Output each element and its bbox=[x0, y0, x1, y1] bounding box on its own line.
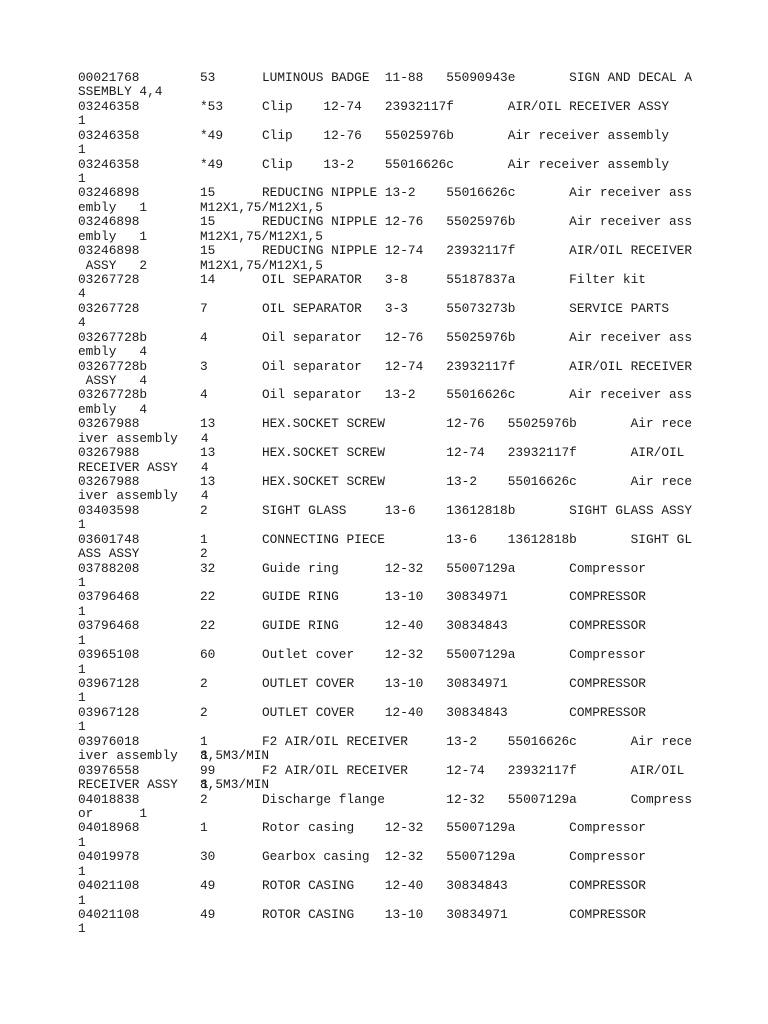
line-column-0: 1 bbox=[78, 892, 86, 908]
line-column-0: 1 bbox=[78, 142, 86, 158]
line-column-2: OUTLET COVER 13-10 30834971 COMPRESSOR bbox=[262, 676, 646, 692]
text-line bbox=[78, 835, 768, 850]
line-column-1: 22 bbox=[200, 589, 216, 605]
text-line bbox=[78, 604, 768, 619]
line-column-0: 03403598 bbox=[78, 502, 140, 518]
text-line bbox=[78, 546, 768, 561]
line-column-2: Clip 12-76 55025976b Air receiver assembly bbox=[262, 127, 670, 143]
line-column-1: 8,5M3/MIN bbox=[200, 777, 270, 793]
text-line bbox=[78, 878, 768, 893]
line-column-2: LUMINOUS BADGE 11-88 55090943e SIGN AND DECAL A bbox=[262, 70, 693, 85]
line-column-2: REDUCING NIPPLE 12-74 23932117f AIR/OIL RECEIVER bbox=[262, 243, 693, 259]
text-line bbox=[78, 633, 768, 648]
line-column-0: embly 1 bbox=[78, 228, 148, 244]
line-column-0: 1 bbox=[78, 661, 86, 677]
line-column-2: OIL SEPARATOR 3-3 55073273b SERVICE PARTS bbox=[262, 300, 670, 316]
text-line bbox=[78, 344, 768, 359]
text-line bbox=[78, 561, 768, 576]
line-column-0: 1 bbox=[78, 171, 86, 186]
text-line bbox=[78, 719, 768, 734]
line-column-0: SSEMBLY 4,4 bbox=[78, 84, 163, 100]
line-column-1: 15 bbox=[200, 214, 216, 230]
line-column-2: Gearbox casing 12-32 55007129a Compressor bbox=[262, 849, 646, 865]
line-column-1: 22 bbox=[200, 618, 216, 634]
line-column-2: Outlet cover 12-32 55007129a Compressor bbox=[262, 647, 646, 663]
line-column-2: OUTLET COVER 12-40 30834843 COMPRESSOR bbox=[262, 704, 646, 720]
line-column-0: 03246898 bbox=[78, 185, 140, 201]
text-line bbox=[78, 460, 768, 475]
line-column-2: Rotor casing 12-32 55007129a Compressor bbox=[262, 820, 646, 836]
text-line bbox=[78, 806, 768, 821]
text-line bbox=[78, 690, 768, 705]
line-column-1: *49 bbox=[200, 127, 224, 143]
text-line bbox=[78, 849, 768, 864]
line-column-0: RECEIVER ASSY 1 bbox=[78, 777, 209, 793]
line-column-0: 03796468 bbox=[78, 589, 140, 605]
line-column-0: 1 bbox=[78, 632, 86, 648]
line-column-1: 1 bbox=[200, 820, 208, 836]
line-column-1: 8,5M3/MIN bbox=[200, 748, 270, 764]
line-column-0: embly 4 bbox=[78, 344, 148, 360]
line-column-2: Guide ring 12-32 55007129a Compressor bbox=[262, 560, 646, 576]
text-line bbox=[78, 907, 768, 922]
line-column-2: F2 AIR/OIL RECEIVER 12-74 23932117f AIR/OIL bbox=[262, 762, 685, 778]
line-column-0: ASS ASSY bbox=[78, 546, 140, 562]
line-column-0: 4 bbox=[78, 315, 86, 331]
parts-list-document bbox=[0, 70, 768, 1024]
text-line bbox=[78, 301, 768, 316]
text-line bbox=[78, 734, 768, 749]
text-line bbox=[78, 676, 768, 691]
text-line bbox=[78, 171, 768, 186]
line-column-0: embly 4 bbox=[78, 401, 148, 417]
line-column-0: 04018838 bbox=[78, 791, 140, 807]
line-column-1: M12X1,75/M12X1,5 bbox=[200, 199, 323, 215]
line-column-0: embly 1 bbox=[78, 199, 148, 215]
text-line bbox=[78, 792, 768, 807]
line-column-0: 03967128 bbox=[78, 676, 140, 692]
text-line bbox=[78, 315, 768, 330]
line-column-0: 03976558 bbox=[78, 762, 140, 778]
line-column-1: 2 bbox=[200, 546, 208, 562]
line-column-0: 04021108 bbox=[78, 878, 140, 894]
line-column-1: *49 bbox=[200, 156, 224, 172]
line-column-1: 3 bbox=[200, 358, 208, 374]
text-line bbox=[78, 243, 768, 258]
line-column-2: GUIDE RING 13-10 30834971 COMPRESSOR bbox=[262, 589, 646, 605]
line-column-0: 04019978 bbox=[78, 849, 140, 865]
text-line bbox=[78, 416, 768, 431]
line-column-0: 03246898 bbox=[78, 243, 140, 259]
line-column-0: iver assembly 4 bbox=[78, 430, 209, 446]
line-column-1: 49 bbox=[200, 906, 216, 922]
line-column-1: 14 bbox=[200, 272, 216, 288]
text-line bbox=[78, 445, 768, 460]
line-column-2: Oil separator 12-76 55025976b Air receiver ass bbox=[262, 329, 693, 345]
text-line bbox=[78, 488, 768, 503]
line-column-0: ASSY 4 bbox=[78, 373, 148, 389]
text-line bbox=[78, 618, 768, 633]
line-column-0: iver assembly 1 bbox=[78, 748, 209, 764]
line-column-0: 03796468 bbox=[78, 618, 140, 634]
line-column-1: 1 bbox=[200, 733, 208, 749]
line-column-1: 2 bbox=[200, 791, 208, 807]
line-column-2: Oil separator 12-74 23932117f AIR/OIL RECEIVER bbox=[262, 358, 693, 374]
text-line bbox=[78, 763, 768, 778]
text-line bbox=[78, 373, 768, 388]
line-column-0: 03965108 bbox=[78, 647, 140, 663]
line-column-2: ROTOR CASING 12-40 30834843 COMPRESSOR bbox=[262, 878, 646, 894]
line-column-0: 4 bbox=[78, 286, 86, 302]
text-line bbox=[78, 286, 768, 301]
line-column-0: 03246358 bbox=[78, 98, 140, 114]
line-column-0: 1 bbox=[78, 113, 86, 129]
text-line bbox=[78, 387, 768, 402]
line-column-0: 1 bbox=[78, 863, 86, 879]
text-line bbox=[78, 431, 768, 446]
line-column-2: CONNECTING PIECE 13-6 13612818b SIGHT GL bbox=[262, 531, 693, 547]
line-column-2: HEX.SOCKET SCREW 12-74 23932117f AIR/OIL bbox=[262, 445, 685, 461]
line-column-2: GUIDE RING 12-40 30834843 COMPRESSOR bbox=[262, 618, 646, 634]
line-column-0: 04021108 bbox=[78, 906, 140, 922]
text-line bbox=[78, 142, 768, 157]
line-column-0: 03601748 bbox=[78, 531, 140, 547]
line-column-1: 53 bbox=[200, 70, 216, 85]
line-column-2: HEX.SOCKET SCREW 12-76 55025976b Air rece bbox=[262, 416, 693, 432]
line-column-2: Oil separator 13-2 55016626c Air receiver ass bbox=[262, 387, 693, 403]
text-line bbox=[78, 517, 768, 532]
line-column-1: 49 bbox=[200, 878, 216, 894]
text-line bbox=[78, 474, 768, 489]
line-column-0: 03267728b bbox=[78, 329, 148, 345]
text-line bbox=[78, 662, 768, 677]
line-column-1: 13 bbox=[200, 445, 216, 461]
text-line bbox=[78, 99, 768, 114]
line-column-1: 15 bbox=[200, 243, 216, 259]
text-line bbox=[78, 402, 768, 417]
line-column-0: 03267988 bbox=[78, 445, 140, 461]
text-line bbox=[78, 921, 768, 936]
line-column-0: 03976018 bbox=[78, 733, 140, 749]
text-line bbox=[78, 705, 768, 720]
line-column-2: ROTOR CASING 13-10 30834971 COMPRESSOR bbox=[262, 906, 646, 922]
text-line bbox=[78, 864, 768, 879]
text-line bbox=[78, 777, 768, 792]
line-column-1: 1 bbox=[200, 531, 208, 547]
line-column-1: 7 bbox=[200, 300, 208, 316]
line-column-0: 1 bbox=[78, 603, 86, 619]
line-column-1: M12X1,75/M12X1,5 bbox=[200, 228, 323, 244]
line-column-0: 1 bbox=[78, 690, 86, 706]
text-line bbox=[78, 589, 768, 604]
line-column-1: 2 bbox=[200, 502, 208, 518]
text-line bbox=[78, 113, 768, 128]
line-column-1: M12X1,75/M12X1,5 bbox=[200, 257, 323, 273]
line-column-0: 1 bbox=[78, 834, 86, 850]
text-line bbox=[78, 503, 768, 518]
line-column-0: 1 bbox=[78, 517, 86, 533]
line-column-0: 1 bbox=[78, 719, 86, 735]
text-line bbox=[78, 157, 768, 172]
line-column-0: 03246898 bbox=[78, 214, 140, 230]
line-column-0: 00021768 bbox=[78, 70, 140, 85]
line-column-1: 30 bbox=[200, 849, 216, 865]
line-column-2: HEX.SOCKET SCREW 13-2 55016626c Air rece bbox=[262, 474, 693, 490]
line-column-0: 03267728b bbox=[78, 358, 148, 374]
line-column-0: 03267728b bbox=[78, 387, 148, 403]
line-column-2: Clip 13-2 55016626c Air receiver assembly bbox=[262, 156, 670, 172]
line-column-2: REDUCING NIPPLE 13-2 55016626c Air receiver ass bbox=[262, 185, 693, 201]
line-column-0: or 1 bbox=[78, 805, 148, 821]
text-line bbox=[78, 258, 768, 273]
line-column-1: 32 bbox=[200, 560, 216, 576]
line-column-1: *53 bbox=[200, 98, 224, 114]
line-column-1: 4 bbox=[200, 329, 208, 345]
text-line bbox=[78, 84, 768, 99]
line-column-1: 60 bbox=[200, 647, 216, 663]
text-line bbox=[78, 214, 768, 229]
text-line bbox=[78, 128, 768, 143]
line-column-2: REDUCING NIPPLE 12-76 55025976b Air receiver ass bbox=[262, 214, 693, 230]
line-column-2: OIL SEPARATOR 3-8 55187837a Filter kit bbox=[262, 272, 646, 288]
line-column-0: 03246358 bbox=[78, 127, 140, 143]
text-line bbox=[78, 532, 768, 547]
text-line bbox=[78, 229, 768, 244]
line-column-0: 04018968 bbox=[78, 820, 140, 836]
text-line bbox=[78, 272, 768, 287]
line-column-1: 13 bbox=[200, 416, 216, 432]
line-column-0: 03267988 bbox=[78, 416, 140, 432]
line-column-1: 2 bbox=[200, 676, 208, 692]
line-column-0: 03267728 bbox=[78, 272, 140, 288]
text-line bbox=[78, 185, 768, 200]
line-column-0: 1 bbox=[78, 921, 86, 937]
text-line bbox=[78, 748, 768, 763]
line-column-0: ASSY 2 bbox=[78, 257, 148, 273]
line-column-0: 03788208 bbox=[78, 560, 140, 576]
text-line bbox=[78, 70, 768, 85]
line-column-1: 13 bbox=[200, 474, 216, 490]
text-line bbox=[78, 575, 768, 590]
text-line bbox=[78, 647, 768, 662]
line-column-2: Clip 12-74 23932117f AIR/OIL RECEIVER ASSY bbox=[262, 98, 670, 114]
line-column-2: F2 AIR/OIL RECEIVER 13-2 55016626c Air rece bbox=[262, 733, 693, 749]
text-line bbox=[78, 820, 768, 835]
line-column-0: 03267728 bbox=[78, 300, 140, 316]
line-column-1: 4 bbox=[200, 387, 208, 403]
line-column-0: RECEIVER ASSY 4 bbox=[78, 459, 209, 475]
line-column-0: 03967128 bbox=[78, 704, 140, 720]
line-column-0: iver assembly 4 bbox=[78, 488, 209, 504]
line-column-0: 03246358 bbox=[78, 156, 140, 172]
line-column-1: 99 bbox=[200, 762, 216, 778]
line-column-0: 1 bbox=[78, 575, 86, 591]
line-column-1: 2 bbox=[200, 704, 208, 720]
text-line bbox=[78, 893, 768, 908]
line-column-2: SIGHT GLASS 13-6 13612818b SIGHT GLASS ASSY bbox=[262, 502, 693, 518]
line-column-0: 03267988 bbox=[78, 474, 140, 490]
text-line bbox=[78, 200, 768, 215]
text-line bbox=[78, 330, 768, 345]
text-line bbox=[78, 359, 768, 374]
line-column-1: 15 bbox=[200, 185, 216, 201]
line-column-2: Discharge flange 12-32 55007129a Compress bbox=[262, 791, 693, 807]
